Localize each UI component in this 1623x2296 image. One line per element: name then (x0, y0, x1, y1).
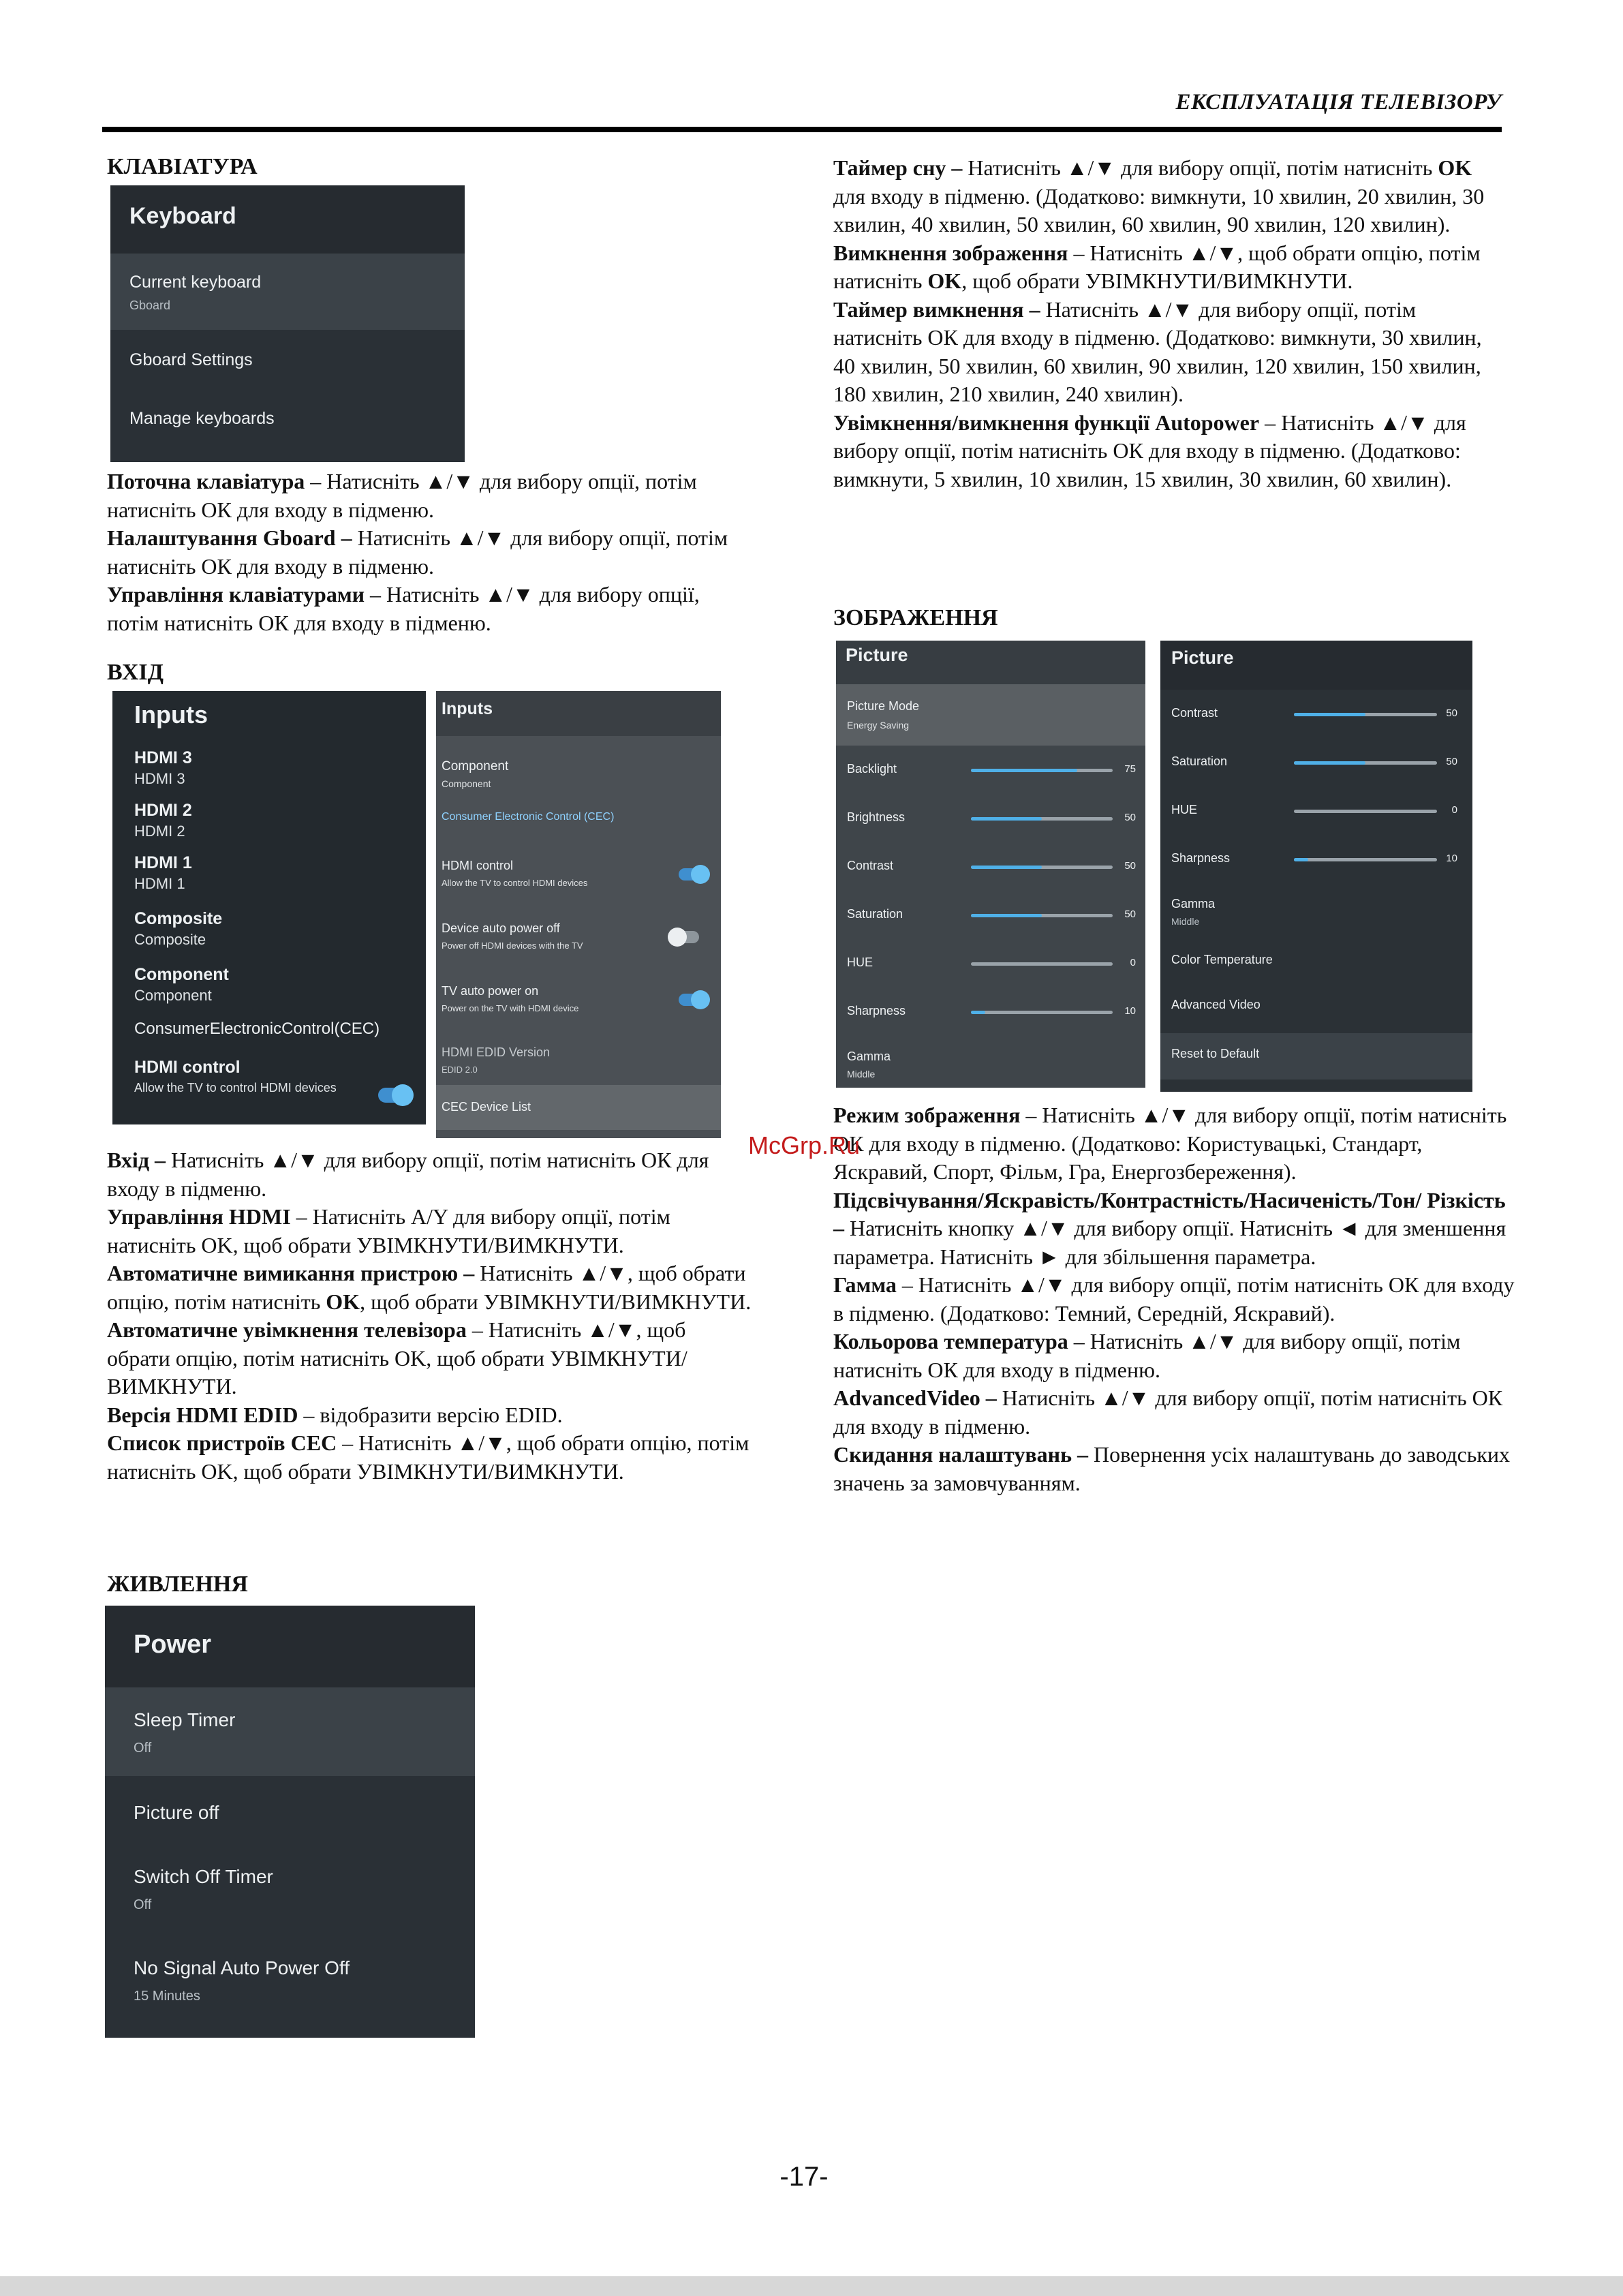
slider-row-brightness[interactable] (836, 794, 1145, 842)
inputs-screen-a (112, 691, 426, 1124)
inputs-b-item-hdmi-control[interactable] (436, 851, 721, 898)
slider-value: 0 (1130, 956, 1136, 968)
slider-row-sharpness[interactable] (836, 988, 1145, 1036)
item-sub: Off (134, 1741, 152, 1756)
hdmi-control-toggle[interactable] (378, 1088, 409, 1103)
slider-track[interactable] (971, 769, 1113, 772)
inputs-a-item-hdmi3[interactable] (112, 746, 426, 797)
item-label: Composite (134, 909, 223, 928)
keyboard-description (107, 468, 747, 637)
picture-b-item-gamma[interactable] (1160, 886, 1472, 934)
power-description (833, 154, 1508, 493)
slider-fill (971, 866, 1042, 869)
slider-fill (971, 817, 1042, 821)
picture-b-title: Picture (1160, 641, 1472, 690)
item-sub: Allow the TV to control HDMI devices (442, 878, 588, 888)
item-label: Switch Off Timer (134, 1866, 273, 1887)
slider-row-hue[interactable] (836, 939, 1145, 988)
slider-track[interactable] (971, 866, 1113, 869)
header-rule (102, 127, 1502, 132)
paragraph: Автоматичне увімкнення телевізора – Натисніть ▲/▼, щоб обрати опцію, потім натисніть OK, щоб обрати УВІМКНУТИ/ВИМКНУТИ. (107, 1317, 687, 1398)
item-label: HDMI 2 (134, 801, 192, 820)
inputs-b-item-component[interactable] (436, 746, 721, 789)
item-label: HDMI 3 (134, 748, 192, 767)
item-label: Consumer Electronic Control (CEC) (442, 811, 615, 823)
inputs-b-item-tv-auto-power-on[interactable] (436, 973, 721, 1021)
item-sub: Energy Saving (847, 720, 910, 731)
picture-a-item-mode[interactable] (836, 684, 1145, 746)
keyboard-item-sub: Gboard (129, 299, 171, 312)
keyboard-item-gboard-settings[interactable] (110, 330, 465, 390)
paragraph: Управління клавіатурами – Натисніть ▲/▼ для вибору опції, потім натисніть ОК для входу в підменю. (107, 582, 700, 635)
picture-screen-a (836, 641, 1145, 1088)
paragraph: Вхід – Натисніть ▲/▼ для вибору опції, потім натисніть ОК для входу в підменю. (107, 1148, 709, 1201)
item-label: Sleep Timer (134, 1709, 236, 1730)
keyboard-heading: КЛАВІАТУРА (107, 154, 258, 179)
item-sub: Component (134, 987, 212, 1004)
item-sub: Power on the TV with HDMI device (442, 1003, 579, 1013)
picture-b-item-advanced-video[interactable] (1160, 985, 1472, 1025)
slider-value: 50 (1446, 755, 1457, 767)
item-label: Device auto power off (442, 921, 560, 935)
inputs-a-item-hdmi1[interactable] (112, 851, 426, 902)
slider-fill (1294, 858, 1308, 861)
power-item-no-signal[interactable] (105, 1940, 475, 2028)
picture-a-item-gamma[interactable] (836, 1043, 1145, 1088)
inputs-a-item-hdmi-control[interactable] (112, 1052, 426, 1107)
slider-fill (971, 914, 1042, 917)
watermark: McGrp.Ru (748, 1131, 861, 1159)
slider-label: HUE (1171, 802, 1198, 816)
item-label: HDMI 1 (134, 853, 192, 872)
item-sub: Off (134, 1897, 152, 1912)
inputs-screen-b (436, 691, 721, 1138)
power-item-switch-off-timer[interactable] (105, 1850, 475, 1938)
paragraph: Налаштування Gboard – Натисніть ▲/▼ для вибору опції, потім натисніть ОК для входу в підменю. (107, 525, 728, 579)
keyboard-screen (110, 185, 465, 462)
keyboard-item-current[interactable] (110, 254, 465, 330)
slider-label: Brightness (847, 810, 906, 824)
inputs-a-item-composite[interactable] (112, 906, 426, 961)
keyboard-item-label: Gboard Settings (129, 350, 253, 369)
item-label: Gamma (1171, 897, 1216, 910)
slider-track[interactable] (971, 914, 1113, 917)
slider-fill (1294, 713, 1365, 716)
slider-value: 0 (1451, 803, 1457, 816)
slider-label: Saturation (1171, 754, 1228, 768)
inputs-b-item-cec-device-list[interactable] (436, 1085, 721, 1130)
item-sub: Middle (1171, 916, 1200, 927)
slider-label: Sharpness (847, 1003, 906, 1017)
input-description (107, 1146, 754, 1486)
item-sub: Allow the TV to control HDMI devices (134, 1081, 337, 1095)
slider-track[interactable] (971, 962, 1113, 966)
tv-auto-power-on-toggle[interactable] (679, 994, 706, 1006)
picture-b-item-reset[interactable] (1160, 1033, 1472, 1080)
item-sub: Middle (847, 1069, 876, 1080)
item-sub: Composite (134, 931, 206, 948)
power-item-sleep-timer[interactable] (105, 1687, 475, 1776)
keyboard-item-label: Current keyboard (129, 273, 262, 292)
device-auto-power-off-toggle[interactable] (672, 931, 699, 943)
keyboard-item-manage[interactable] (110, 390, 465, 450)
power-screen-title: Power (105, 1606, 475, 1687)
slider-label: Saturation (847, 906, 903, 921)
keyboard-screen-title: Keyboard (110, 185, 465, 254)
page-number: -17- (779, 2162, 829, 2192)
item-label: Component (442, 759, 509, 774)
paragraph: Гамма – Натисніть ▲/▼ для вибору опції, потім натисніть ОК для входу в підменю. (Додатково: Темний, Середній, Яскравий). (833, 1272, 1515, 1326)
item-label: Gamma (847, 1050, 891, 1063)
keyboard-item-label: Manage keyboards (129, 409, 275, 428)
power-item-picture-off[interactable] (105, 1776, 475, 1850)
item-label: Picture off (134, 1802, 219, 1823)
item-sub: Power off HDMI devices with the TV (442, 940, 583, 951)
picture-b-item-color-temperature[interactable] (1160, 940, 1472, 980)
item-sub: HDMI 2 (134, 823, 185, 840)
item-label: Reset to Default (1171, 1047, 1260, 1060)
slider-fill (971, 1011, 985, 1014)
input-heading: ВХІД (107, 660, 164, 685)
paragraph: Увімкнення/вимкнення функції Autopower – Натисніть ▲/▼ для вибору опції, потім натисніть ОК для входу в підменю. (Додатково: вимкнути, 5 хвилин, 10 хвилин, 15 хвилин, 30 хвилин, 60 хвилин). (833, 410, 1466, 491)
slider-label: Contrast (1171, 705, 1218, 720)
item-label: No Signal Auto Power Off (134, 1957, 350, 1978)
paragraph: AdvancedVideo – Натисніть ▲/▼ для вибору опції, потім натисніть ОК для входу в підменю. (833, 1386, 1503, 1439)
item-label: Color Temperature (1171, 953, 1273, 966)
slider-label: Sharpness (1171, 851, 1231, 865)
picture-a-title: Picture (836, 641, 1145, 684)
slider-track[interactable] (1294, 810, 1437, 813)
paragraph: Версія HDMI EDID – відобразити версію EDID. (107, 1402, 563, 1427)
item-label: HDMI EDID Version (442, 1045, 551, 1059)
item-label: TV auto power on (442, 984, 539, 998)
slider-fill (1294, 761, 1365, 765)
paragraph: Поточна клавіатура – Натисніть ▲/▼ для вибору опції, потім натисніть ОК для входу в підменю. (107, 469, 697, 522)
item-sub: Component (442, 778, 491, 789)
slider-value: 50 (1124, 908, 1136, 920)
inputs-b-item-edid[interactable] (436, 1036, 721, 1084)
slider-track[interactable] (971, 1011, 1113, 1014)
picture-screen-b (1160, 641, 1472, 1092)
inputs-a-item-component[interactable] (112, 962, 426, 1017)
picture-heading: ЗОБРАЖЕННЯ (833, 605, 998, 630)
page-header: ЕКСПЛУАТАЦІЯ ТЕЛЕВІЗОРУ (1175, 90, 1502, 114)
inputs-b-item-device-auto-power-off[interactable] (436, 912, 721, 960)
slider-track[interactable] (971, 817, 1113, 821)
item-label: Picture Mode (847, 699, 920, 713)
paragraph: Підсвічування/Яскравість/Контрастність/Насиченість/Тон/ Різкість – Натисніть кнопку ▲/▼ для вибору опції. Натисніть ◄ для зменшення параметра. Натисніть ► для збільшення параметра. (833, 1187, 1506, 1269)
slider-track[interactable] (1294, 858, 1437, 861)
paragraph: Режим зображення – Натисніть ▲/▼ для вибору опції, потім натисніть ОК для входу в підменю. (Додатково: Користувацькі, Стандарт, Яскравий, Спорт, Фільм, Гра, Енергозбереження). (833, 1103, 1507, 1184)
slider-value: 10 (1446, 852, 1457, 864)
paragraph: Автоматичне вимикання пристрою – Натисніть ▲/▼, щоб обрати опцію, потім натисніть OK, щоб обрати УВІМКНУТИ/ВИМКНУТИ. (107, 1261, 752, 1314)
item-label: Advanced Video (1171, 998, 1261, 1011)
slider-row-hue[interactable] (1160, 786, 1472, 835)
power-screen (105, 1606, 475, 2038)
slider-row-contrast[interactable] (836, 842, 1145, 891)
item-label: CEC Device List (442, 1100, 531, 1114)
paragraph: Таймер сну – Натисніть ▲/▼ для вибору опції, потім натисніть OK для входу в підменю. (Додатково: вимкнути, 10 хвилин, 20 хвилин, 30 хвилин, 40 хвилин, 50 хвилин, 60 хвилин, 90 хвилин, 120 хвилин). (833, 155, 1485, 236)
slider-label: Contrast (847, 858, 894, 872)
inputs-a-title: Inputs (134, 701, 208, 729)
item-sub: 15 Minutes (134, 1989, 200, 2004)
slider-row-sharpness[interactable] (1160, 835, 1472, 883)
paragraph: Вимкнення зображення – Натисніть ▲/▼, щоб обрати опцію, потім натисніть OK, щоб обрати УВІМКНУТИ/ВИМКНУТИ. (833, 240, 1481, 293)
slider-value: 50 (1124, 859, 1136, 872)
slider-value: 10 (1124, 1005, 1136, 1017)
paragraph: Скидання налаштувань – Повернення усіх налаштувань до заводських значень за замовчуванням. (833, 1442, 1511, 1495)
slider-label: Backlight (847, 761, 897, 776)
hdmi-control-toggle[interactable] (679, 868, 706, 881)
item-label: HDMI control (134, 1058, 241, 1077)
paragraph: Управління HDMI – Натисніть A/Y для вибору опції, потім натисніть OK, щоб обрати УВІМКНУТИ/ВИМКНУТИ. (107, 1204, 670, 1257)
page-bottom-band (0, 2276, 1623, 2296)
picture-description (833, 1101, 1515, 1497)
slider-track[interactable] (1294, 713, 1437, 716)
item-sub: HDMI 1 (134, 875, 185, 892)
slider-track[interactable] (1294, 761, 1437, 765)
power-heading: ЖИВЛЕННЯ (107, 1572, 248, 1597)
slider-row-saturation[interactable] (1160, 738, 1472, 786)
item-sub: EDID 2.0 (442, 1065, 478, 1075)
slider-label: HUE (847, 955, 874, 969)
item-sub: HDMI 3 (134, 770, 185, 787)
inputs-b-item-cec (436, 806, 721, 833)
item-label: Component (134, 965, 229, 984)
slider-value: 50 (1446, 707, 1457, 719)
slider-fill (971, 769, 1077, 772)
inputs-b-title: Inputs (436, 691, 721, 736)
slider-row-backlight[interactable] (836, 746, 1145, 794)
inputs-a-item-hdmi2[interactable] (112, 798, 426, 850)
slider-value: 50 (1124, 811, 1136, 823)
item-label: ConsumerElectronicControl(CEC) (134, 1020, 380, 1038)
inputs-a-item-cec (112, 1015, 426, 1043)
slider-value: 75 (1124, 763, 1136, 775)
slider-row-saturation[interactable] (836, 891, 1145, 939)
item-label: HDMI control (442, 859, 514, 872)
paragraph: Таймер вимкнення – Натисніть ▲/▼ для вибору опції, потім натисніть ОК для входу в підменю. (Додатково: вимкнути, 30 хвилин, 40 хвилин, 50 хвилин, 60 хвилин, 90 хвилин, 120 хвилин, 150 хвилин, 180 хвилин, 210 хвилин, 240 хвилин). (833, 296, 1482, 406)
paragraph: Список пристроїв CEC – Натисніть ▲/▼, щоб обрати опцію, потім натисніть OK, щоб обрати УВІМКНУТИ/ВИМКНУТИ. (107, 1430, 749, 1484)
slider-row-contrast[interactable] (1160, 690, 1472, 738)
paragraph: Кольорова температура – Натисніть ▲/▼ для вибору опції, потім натисніть ОК для входу в підменю. (833, 1329, 1461, 1382)
